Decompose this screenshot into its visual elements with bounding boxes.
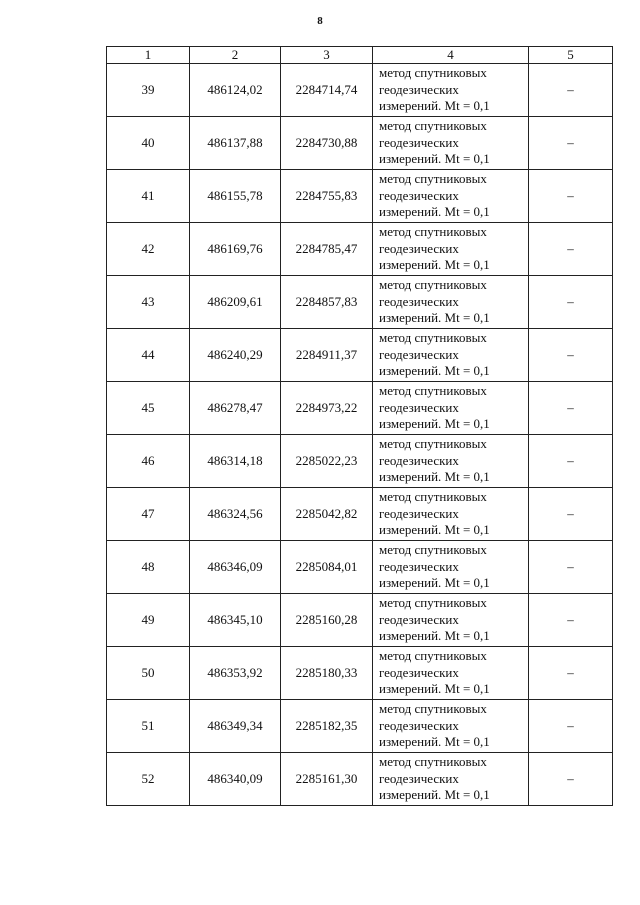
note-cell: – bbox=[529, 488, 613, 541]
x-coordinate-cell: 486340,09 bbox=[190, 753, 281, 806]
method-line: геодезических bbox=[379, 346, 459, 362]
header-col-2: 2 bbox=[190, 47, 281, 64]
x-coordinate-cell: 486349,34 bbox=[190, 700, 281, 753]
x-coordinate-cell: 486345,10 bbox=[190, 594, 281, 647]
method-line: измерений. Mt = 0,1 bbox=[379, 681, 490, 697]
y-coordinate-cell: 2284973,22 bbox=[281, 382, 373, 435]
point-number-cell: 49 bbox=[107, 594, 190, 647]
note-cell: – bbox=[529, 64, 613, 117]
point-number-cell: 39 bbox=[107, 64, 190, 117]
note-cell: – bbox=[529, 541, 613, 594]
method-line: геодезических bbox=[379, 187, 459, 203]
method-line: метод спутниковых bbox=[379, 754, 487, 770]
x-coordinate-cell: 486240,29 bbox=[190, 329, 281, 382]
method-line: геодезических bbox=[379, 611, 459, 627]
point-number-cell: 44 bbox=[107, 329, 190, 382]
table-row bbox=[107, 753, 613, 806]
y-coordinate-cell: 2285042,82 bbox=[281, 488, 373, 541]
method-line: геодезических bbox=[379, 452, 459, 468]
x-coordinate-cell: 486324,56 bbox=[190, 488, 281, 541]
note-cell: – bbox=[529, 382, 613, 435]
x-coordinate-cell: 486155,78 bbox=[190, 170, 281, 223]
method-cell bbox=[373, 435, 529, 488]
method-cell bbox=[373, 170, 529, 223]
method-cell bbox=[373, 382, 529, 435]
note-cell: – bbox=[529, 753, 613, 806]
point-number-cell: 47 bbox=[107, 488, 190, 541]
table-row bbox=[107, 488, 613, 541]
method-line: метод спутниковых bbox=[379, 224, 487, 240]
method-line: геодезических bbox=[379, 505, 459, 521]
method-line: метод спутниковых bbox=[379, 648, 487, 664]
method-cell bbox=[373, 647, 529, 700]
method-line: измерений. Mt = 0,1 bbox=[379, 416, 490, 432]
method-line: геодезических bbox=[379, 134, 459, 150]
header-col-1: 1 bbox=[107, 47, 190, 64]
table-row bbox=[107, 541, 613, 594]
point-number-cell: 45 bbox=[107, 382, 190, 435]
method-line: измерений. Mt = 0,1 bbox=[379, 575, 490, 591]
method-cell bbox=[373, 329, 529, 382]
y-coordinate-cell: 2284755,83 bbox=[281, 170, 373, 223]
point-number-cell: 48 bbox=[107, 541, 190, 594]
y-coordinate-cell: 2285182,35 bbox=[281, 700, 373, 753]
method-line: метод спутниковых bbox=[379, 542, 487, 558]
method-line: геодезических bbox=[379, 717, 459, 733]
x-coordinate-cell: 486278,47 bbox=[190, 382, 281, 435]
method-line: измерений. Mt = 0,1 bbox=[379, 151, 490, 167]
table-row bbox=[107, 594, 613, 647]
method-line: геодезических bbox=[379, 240, 459, 256]
note-cell: – bbox=[529, 329, 613, 382]
table-body bbox=[107, 64, 613, 806]
note-cell: – bbox=[529, 700, 613, 753]
page-number: 8 bbox=[317, 15, 323, 27]
method-line: метод спутниковых bbox=[379, 330, 487, 346]
point-number-cell: 50 bbox=[107, 647, 190, 700]
note-cell: – bbox=[529, 435, 613, 488]
y-coordinate-cell: 2285161,30 bbox=[281, 753, 373, 806]
method-line: измерений. Mt = 0,1 bbox=[379, 787, 490, 803]
method-cell bbox=[373, 117, 529, 170]
header-row bbox=[107, 47, 613, 64]
method-cell bbox=[373, 64, 529, 117]
point-number-cell: 46 bbox=[107, 435, 190, 488]
y-coordinate-cell: 2284730,88 bbox=[281, 117, 373, 170]
x-coordinate-cell: 486137,88 bbox=[190, 117, 281, 170]
table-row bbox=[107, 382, 613, 435]
table-row bbox=[107, 64, 613, 117]
method-line: измерений. Mt = 0,1 bbox=[379, 204, 490, 220]
point-number-cell: 41 bbox=[107, 170, 190, 223]
table-row bbox=[107, 435, 613, 488]
y-coordinate-cell: 2285180,33 bbox=[281, 647, 373, 700]
table-row bbox=[107, 276, 613, 329]
note-cell: – bbox=[529, 117, 613, 170]
method-cell bbox=[373, 594, 529, 647]
y-coordinate-cell: 2284714,74 bbox=[281, 64, 373, 117]
method-line: метод спутниковых bbox=[379, 383, 487, 399]
method-line: метод спутниковых bbox=[379, 171, 487, 187]
point-number-cell: 40 bbox=[107, 117, 190, 170]
method-line: метод спутниковых bbox=[379, 277, 487, 293]
method-line: геодезических bbox=[379, 770, 459, 786]
method-line: метод спутниковых bbox=[379, 436, 487, 452]
x-coordinate-cell: 486314,18 bbox=[190, 435, 281, 488]
table-row bbox=[107, 117, 613, 170]
y-coordinate-cell: 2285022,23 bbox=[281, 435, 373, 488]
note-cell: – bbox=[529, 594, 613, 647]
method-line: измерений. Mt = 0,1 bbox=[379, 734, 490, 750]
x-coordinate-cell: 486353,92 bbox=[190, 647, 281, 700]
header-col-4: 4 bbox=[373, 47, 529, 64]
method-line: метод спутниковых bbox=[379, 489, 487, 505]
method-cell bbox=[373, 753, 529, 806]
method-line: метод спутниковых bbox=[379, 65, 487, 81]
x-coordinate-cell: 486169,76 bbox=[190, 223, 281, 276]
method-cell bbox=[373, 488, 529, 541]
method-line: метод спутниковых bbox=[379, 118, 487, 134]
method-line: метод спутниковых bbox=[379, 595, 487, 611]
method-line: геодезических bbox=[379, 558, 459, 574]
table-header bbox=[107, 47, 613, 64]
x-coordinate-cell: 486124,02 bbox=[190, 64, 281, 117]
x-coordinate-cell: 486346,09 bbox=[190, 541, 281, 594]
note-cell: – bbox=[529, 170, 613, 223]
method-line: измерений. Mt = 0,1 bbox=[379, 257, 490, 273]
method-cell bbox=[373, 223, 529, 276]
y-coordinate-cell: 2284911,37 bbox=[281, 329, 373, 382]
method-cell bbox=[373, 541, 529, 594]
table-row bbox=[107, 223, 613, 276]
method-line: измерений. Mt = 0,1 bbox=[379, 469, 490, 485]
note-cell: – bbox=[529, 647, 613, 700]
note-cell: – bbox=[529, 276, 613, 329]
method-line: измерений. Mt = 0,1 bbox=[379, 98, 490, 114]
point-number-cell: 52 bbox=[107, 753, 190, 806]
table-row bbox=[107, 170, 613, 223]
method-line: метод спутниковых bbox=[379, 701, 487, 717]
table-row bbox=[107, 329, 613, 382]
table-row bbox=[107, 700, 613, 753]
y-coordinate-cell: 2285084,01 bbox=[281, 541, 373, 594]
x-coordinate-cell: 486209,61 bbox=[190, 276, 281, 329]
method-line: геодезических bbox=[379, 399, 459, 415]
method-line: измерений. Mt = 0,1 bbox=[379, 310, 490, 326]
y-coordinate-cell: 2285160,28 bbox=[281, 594, 373, 647]
method-line: геодезических bbox=[379, 293, 459, 309]
point-number-cell: 51 bbox=[107, 700, 190, 753]
method-line: измерений. Mt = 0,1 bbox=[379, 522, 490, 538]
coordinates-table bbox=[106, 46, 613, 806]
point-number-cell: 43 bbox=[107, 276, 190, 329]
method-line: геодезических bbox=[379, 81, 459, 97]
method-cell bbox=[373, 700, 529, 753]
y-coordinate-cell: 2284857,83 bbox=[281, 276, 373, 329]
point-number-cell: 42 bbox=[107, 223, 190, 276]
note-cell: – bbox=[529, 223, 613, 276]
method-line: измерений. Mt = 0,1 bbox=[379, 628, 490, 644]
method-line: измерений. Mt = 0,1 bbox=[379, 363, 490, 379]
table-row bbox=[107, 647, 613, 700]
method-cell bbox=[373, 276, 529, 329]
header-col-5: 5 bbox=[529, 47, 613, 64]
header-col-3: 3 bbox=[281, 47, 373, 64]
y-coordinate-cell: 2284785,47 bbox=[281, 223, 373, 276]
method-line: геодезических bbox=[379, 664, 459, 680]
